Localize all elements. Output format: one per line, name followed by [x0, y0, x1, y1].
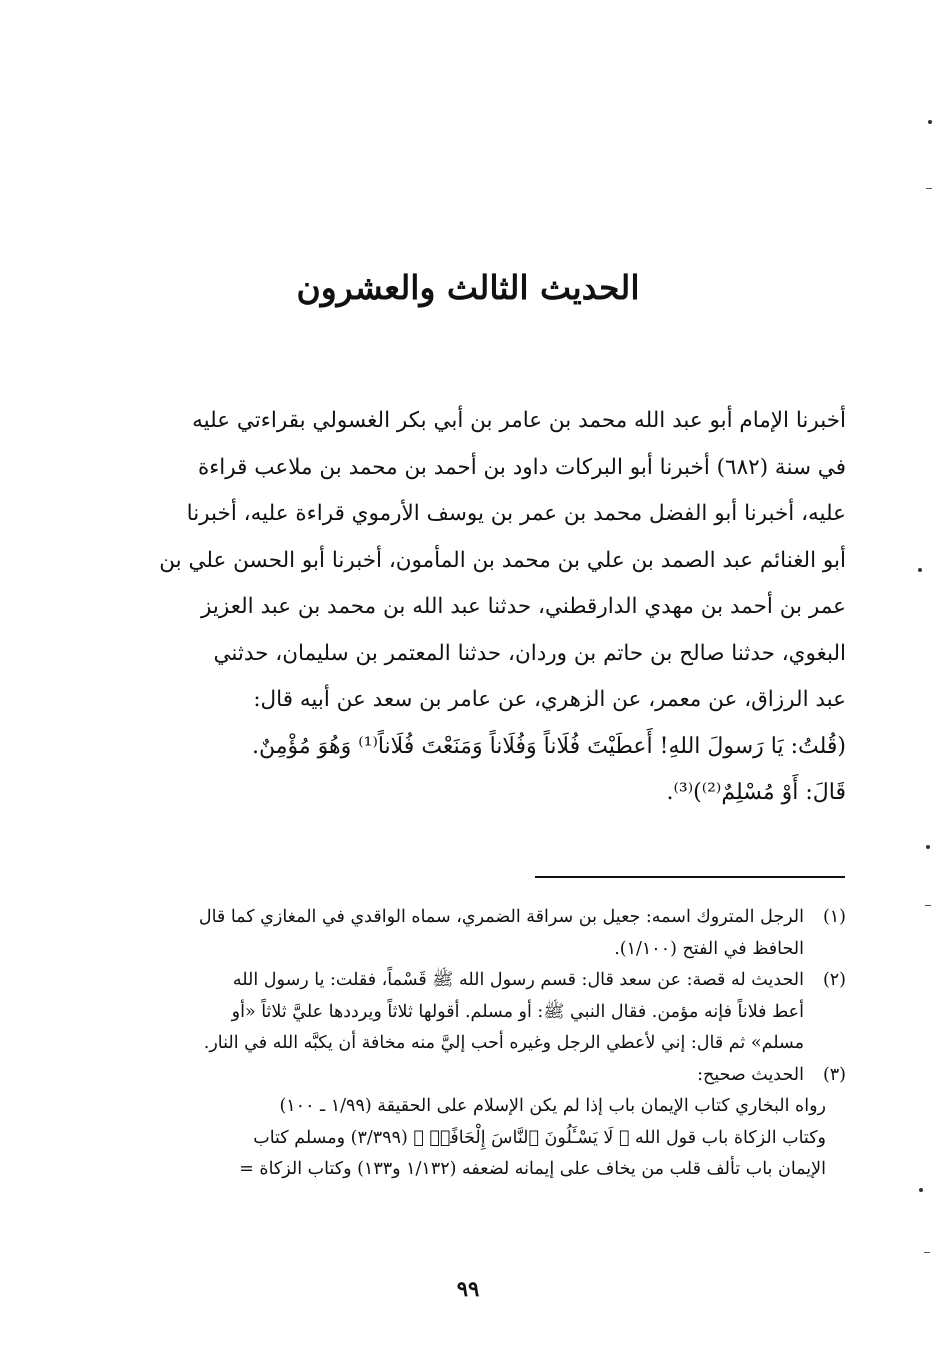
footnote-line: الحديث صحيح:	[697, 1064, 804, 1085]
hadith-body	[118, 398, 846, 817]
hadith-quote-line: (قُلتُ: يَا رَسولَ اللهِ! أَعطَيْتَ فُلَاناً وَفُلَاناً وَمَنَعْتَ فُلَاناً⁽¹⁾ وَهُوَ مُؤْمِنٌ.	[251, 733, 846, 759]
footnote-line: رواه البخاري كتاب الإيمان باب إذا لم يكن الإسلام على الحقيقة (١/٩٩ ـ ١٠٠)	[279, 1096, 826, 1116]
body-line: أخبرنا الإمام أبو عبد الله محمد بن عامر بن أبي بكر الغسولي بقراءتي عليه	[192, 408, 846, 433]
footnote-number: (١)	[822, 907, 846, 927]
body-line: عليه، أخبرنا أبو الفضل محمد بن عمر بن يوسف الأرموي قراءة عليه، أخبرنا	[186, 501, 846, 526]
scan-speck	[919, 1188, 923, 1192]
footnote-separator	[535, 876, 845, 878]
footnote-text	[118, 902, 804, 965]
footnote-text	[118, 1060, 804, 1092]
scan-speck	[926, 845, 930, 849]
body-line: في سنة (٦٨٢) أخبرنا أبو البركات داود بن أحمد بن محمد بن ملاعب قراءة	[197, 454, 846, 480]
footnote-line: وكتاب الزكاة باب قول الله ﴿ لَا يَسْـَٔلُونَ ٱلنَّاسَ إِلْحَافًاۗ ﴾ (٣/٣٩٩) ومسلم كتاب	[253, 1127, 826, 1148]
hadith-title: الحديث الثالث والعشرون	[296, 268, 640, 307]
scan-speck	[928, 120, 932, 124]
footnote-line: أعط فلاناً فإنه مؤمن. فقال النبي ﷺ: أو مسلم. أقولها ثلاثاً ويرددها عليَّ ثلاثاً «أو	[231, 1001, 804, 1022]
footnote-line: مسلم» ثم قال: إني لأعطي الرجل وغيره أحب إليَّ منه مخافة أن يكبَّه الله في النار.	[203, 1033, 804, 1053]
footnotes	[118, 902, 846, 1186]
footnote-3	[118, 1060, 846, 1092]
page-number: ٩٩	[456, 1276, 480, 1301]
footnote-number: (٣)	[822, 1064, 846, 1085]
footnote-2	[118, 965, 846, 1060]
scan-speck	[924, 1252, 930, 1253]
footnote-number: (٢)	[822, 970, 846, 990]
scan-speck	[925, 905, 931, 906]
footnote-text	[118, 965, 804, 1060]
body-line: أبو الغنائم عبد الصمد بن علي بن محمد بن المأمون، أخبرنا أبو الحسن علي بن	[159, 547, 846, 573]
footnote-line: الحافظ في الفتح (١/١٠٠).	[614, 938, 804, 959]
body-line: عمر بن أحمد بن مهدي الدارقطني، حدثنا عبد الله بن محمد بن عبد العزيز	[201, 594, 846, 619]
scan-speck	[926, 188, 932, 189]
body-line: عبد الرزاق، عن معمر، عن الزهري، عن عامر بن سعد عن أبيه قال:	[253, 687, 846, 712]
hadith-quote-line: قَالَ: أَوْ مُسْلِمٌ⁽²⁾)⁽³⁾.	[666, 780, 846, 805]
footnote-line: الرجل المتروك اسمه: جعيل بن سراقة الضمري، سماه الواقدي في المغازي كما قال	[198, 907, 804, 927]
footnote-1	[118, 902, 846, 965]
scan-speck	[918, 568, 922, 572]
body-line: البغوي، حدثنا صالح بن حاتم بن وردان، حدثنا المعتمر بن سليمان، حدثني	[213, 640, 846, 666]
footnote-3-detail	[118, 1091, 846, 1186]
footnote-line: الإيمان باب تألف قلب من يخاف على إيمانه لضعفه (١/١٣٢ و١٣٣) وكتاب الزكاة =	[239, 1159, 826, 1179]
footnote-line: الحديث له قصة: عن سعد قال: قسم رسول الله ﷺ قَسْماً، فقلت: يا رسول الله	[232, 970, 804, 990]
